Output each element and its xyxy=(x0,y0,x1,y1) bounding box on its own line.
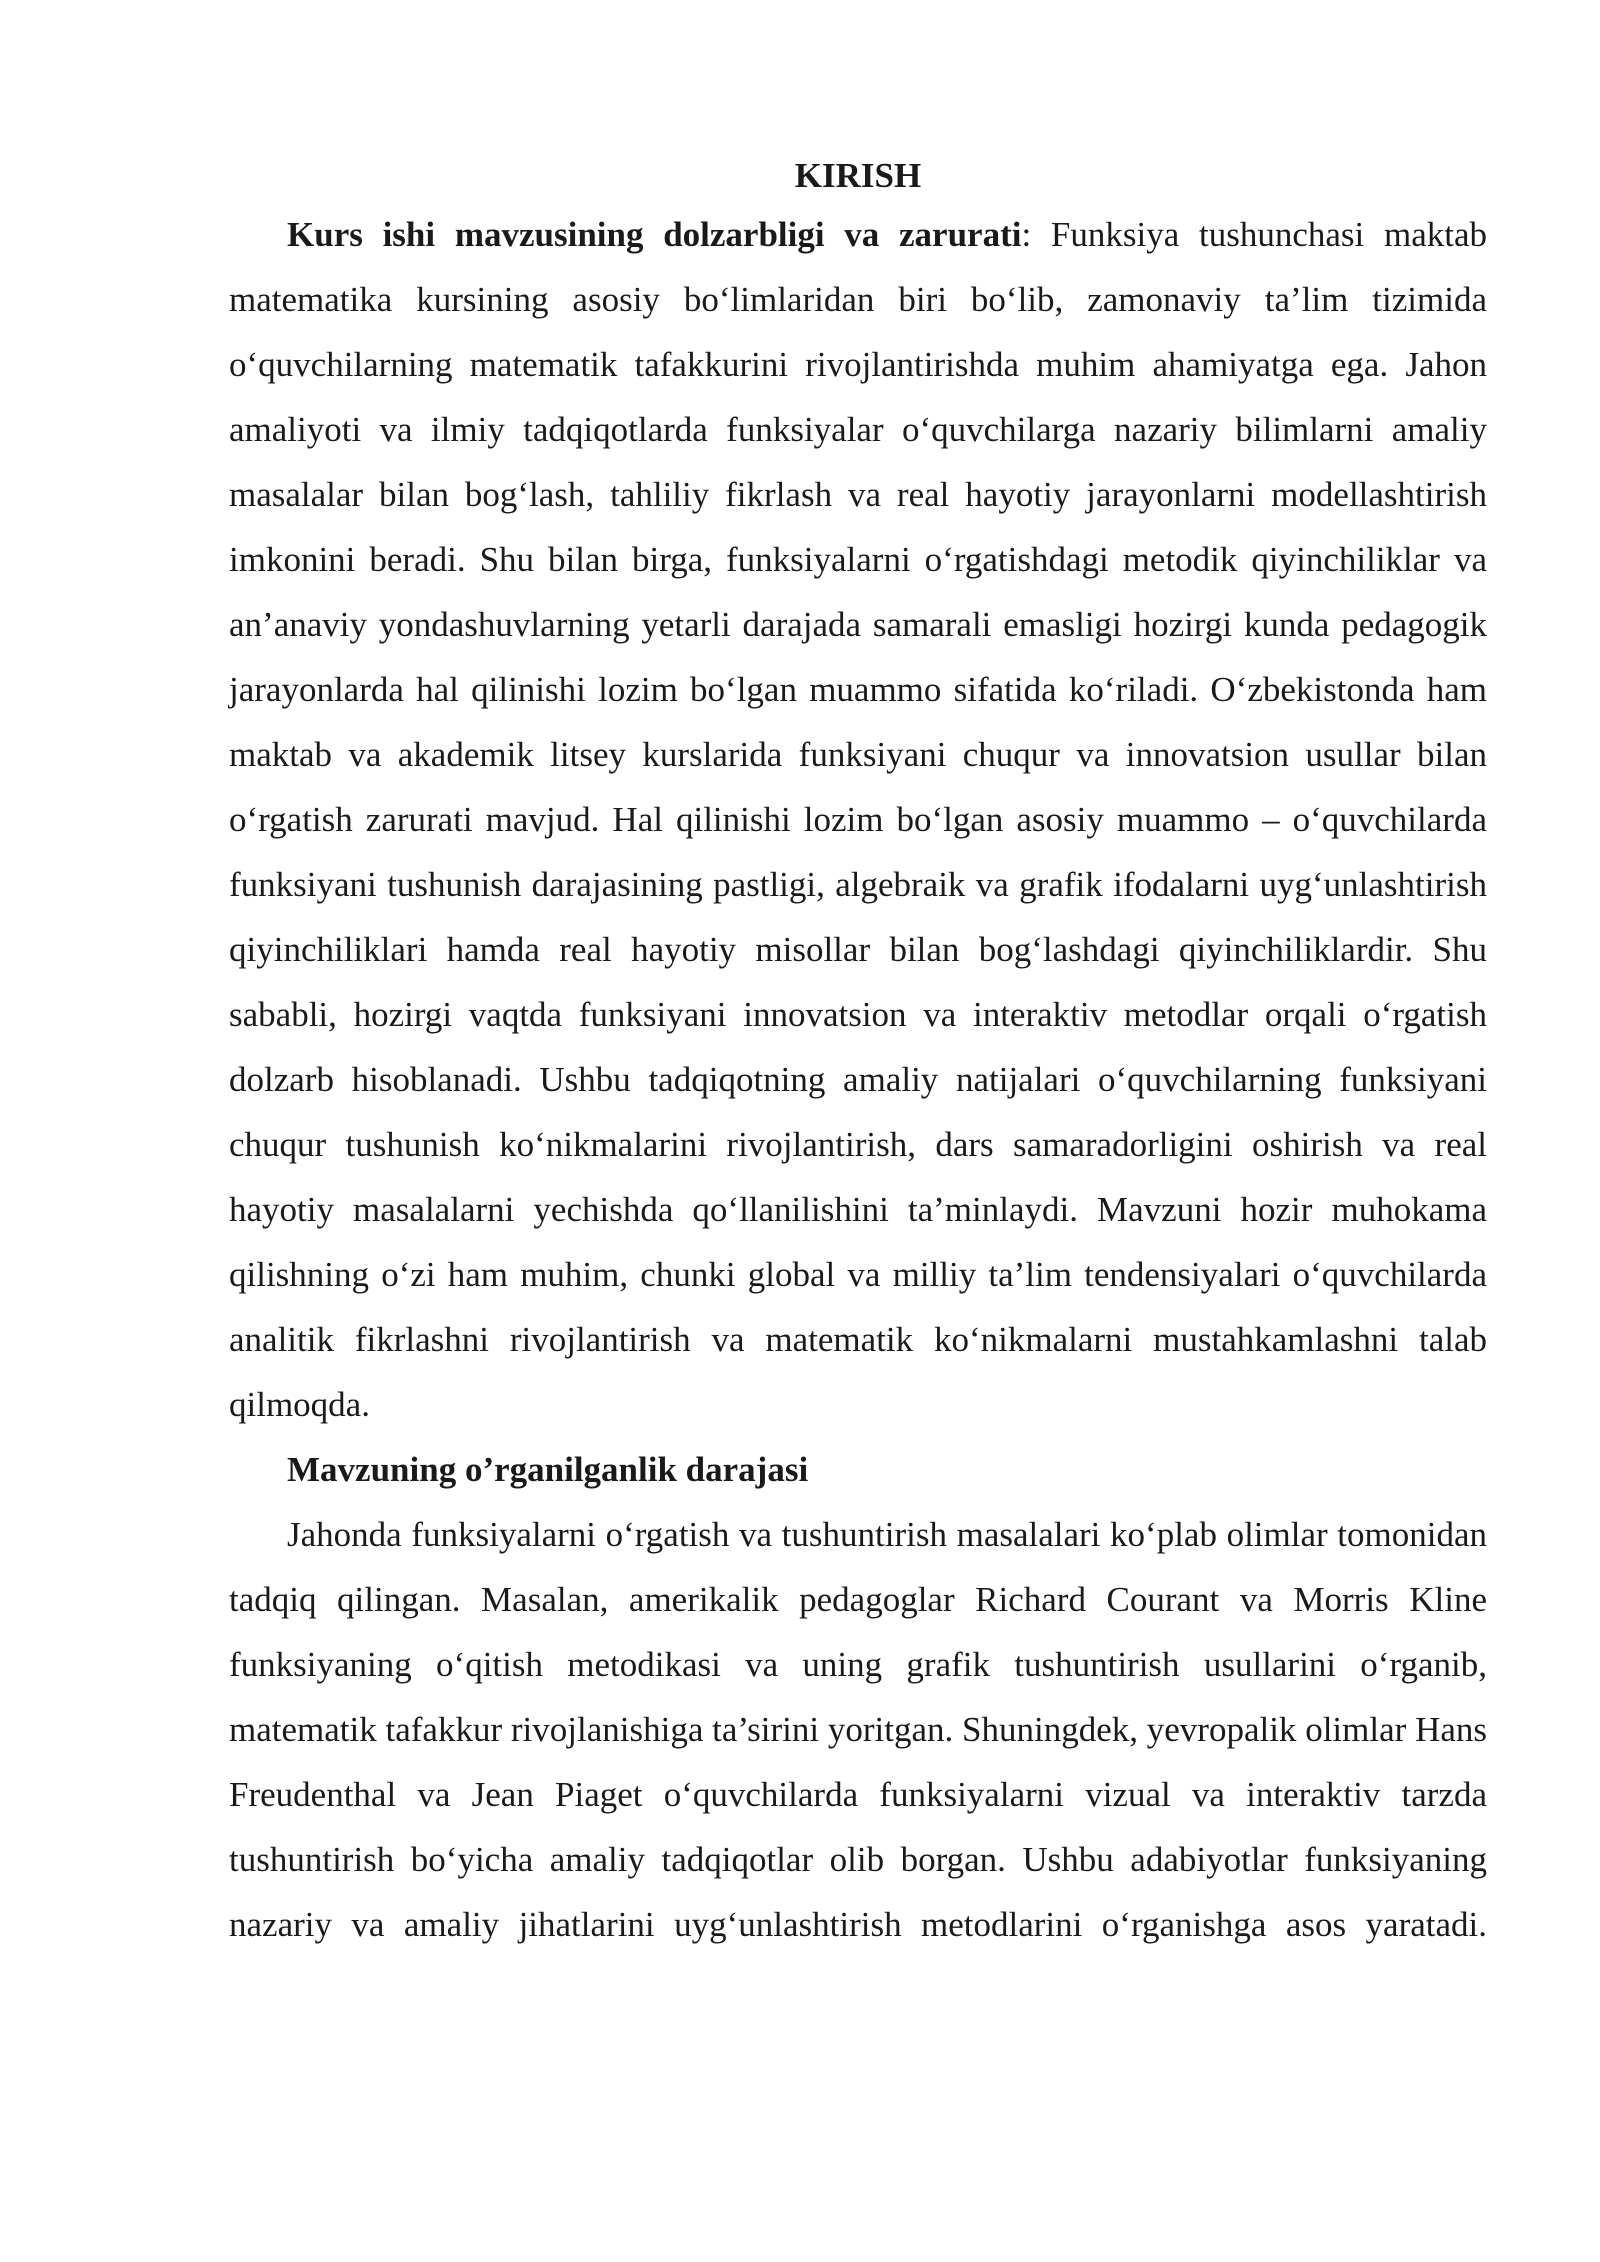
section-heading: Mavzuning o’rganilganlik darajasi xyxy=(287,1450,809,1489)
relevance-text: : Funksiya tushunchasi maktab matematika kursining asosiy bo‘limlaridan biri bo‘lib, zamonaviy ta’lim tizimida o‘quvchilarning matematik tafakkurini rivojlantirishda muhim ahamiyatga ega. Jahon amaliyoti va ilmiy tadqiqotlarda funksiyalar o‘quvchilarga nazariy bilimlarni amaliy masalalar bilan bog‘lash, tahliliy fikrlash va real hayotiy jarayonlarni modellashtirish imkonini beradi. Shu bilan birga, funksiyalarni o‘rgatishdagi metodik qiyinchiliklar va an’anaviy yondashuvlarning yetarli darajada samarali emasligi hozirgi kunda pedagogik jarayonlarda hal qilinishi lozim bo‘lgan muammo sifatida ko‘riladi. O‘zbekistonda ham maktab va akademik litsey kurslarida funksiyani chuqur va innovatsion usullar bilan o‘rgatish zarurati mavjud. Hal qilinishi lozim bo‘lgan asosiy muammo – o‘quvchilarda funksiyani tushunish darajasining pastligi, algebraik va grafik ifodalarni uyg‘unlashtirish qiyinchiliklari hamda real hayotiy misollar bilan bog‘lashdagi qiyinchiliklardir. Shu sababli, hozirgi vaqtda funksiyani innovatsion va interaktiv metodlar orqali o‘rgatish dolzarb hisoblanadi. Ushbu tadqiqotning amaliy natijalari o‘quvchilarning funksiyani chuqur tushunish ko‘nikmalarini rivojlantirish, dars samaradorligini oshirish va real hayotiy masalalarni yechishda qo‘llanilishini ta’minlaydi. Mavzuni hozir muhokama qilishning o‘zi ham muhim, chunki global va milliy ta’lim tendensiyalari o‘quvchilarda analitik fikrlashni rivojlantirish va matematik ko‘nikmalarni mustahkamlashni talab qilmoqda. xyxy=(229,215,1487,1424)
relevance-lead: Kurs ishi mavzusining dolzarbligi va zarurati xyxy=(287,215,1022,254)
study-level-paragraph: Jahonda funksiyalarni o‘rgatish va tushuntirish masalalari ko‘plab olimlar tomonidan tadqiq qilingan. Masalan, amerikalik pedagoglar Richard Courant va Morris Kline funksiyaning o‘qitish metodikasi va uning grafik tushuntirish usullarini o‘rganib, matematik tafakkur rivojlanishiga ta’sirini yoritgan. Shuningdek, yevropalik olimlar Hans Freudenthal va Jean Piaget o‘quvchilarda funksiyalarni vizual va interaktiv tarzda tushuntirish bo‘yicha amaliy tadqiqotlar olib borgan. Ushbu adabiyotlar funksiyaning nazariy va amaliy jihatlarini uyg‘unlashtirish metodlarini o‘rganishga asos yaratadi. xyxy=(229,1515,1487,1944)
page-content xyxy=(229,150,1487,1957)
page-title: KIRISH xyxy=(794,156,922,195)
relevance-paragraph xyxy=(229,202,1487,1437)
